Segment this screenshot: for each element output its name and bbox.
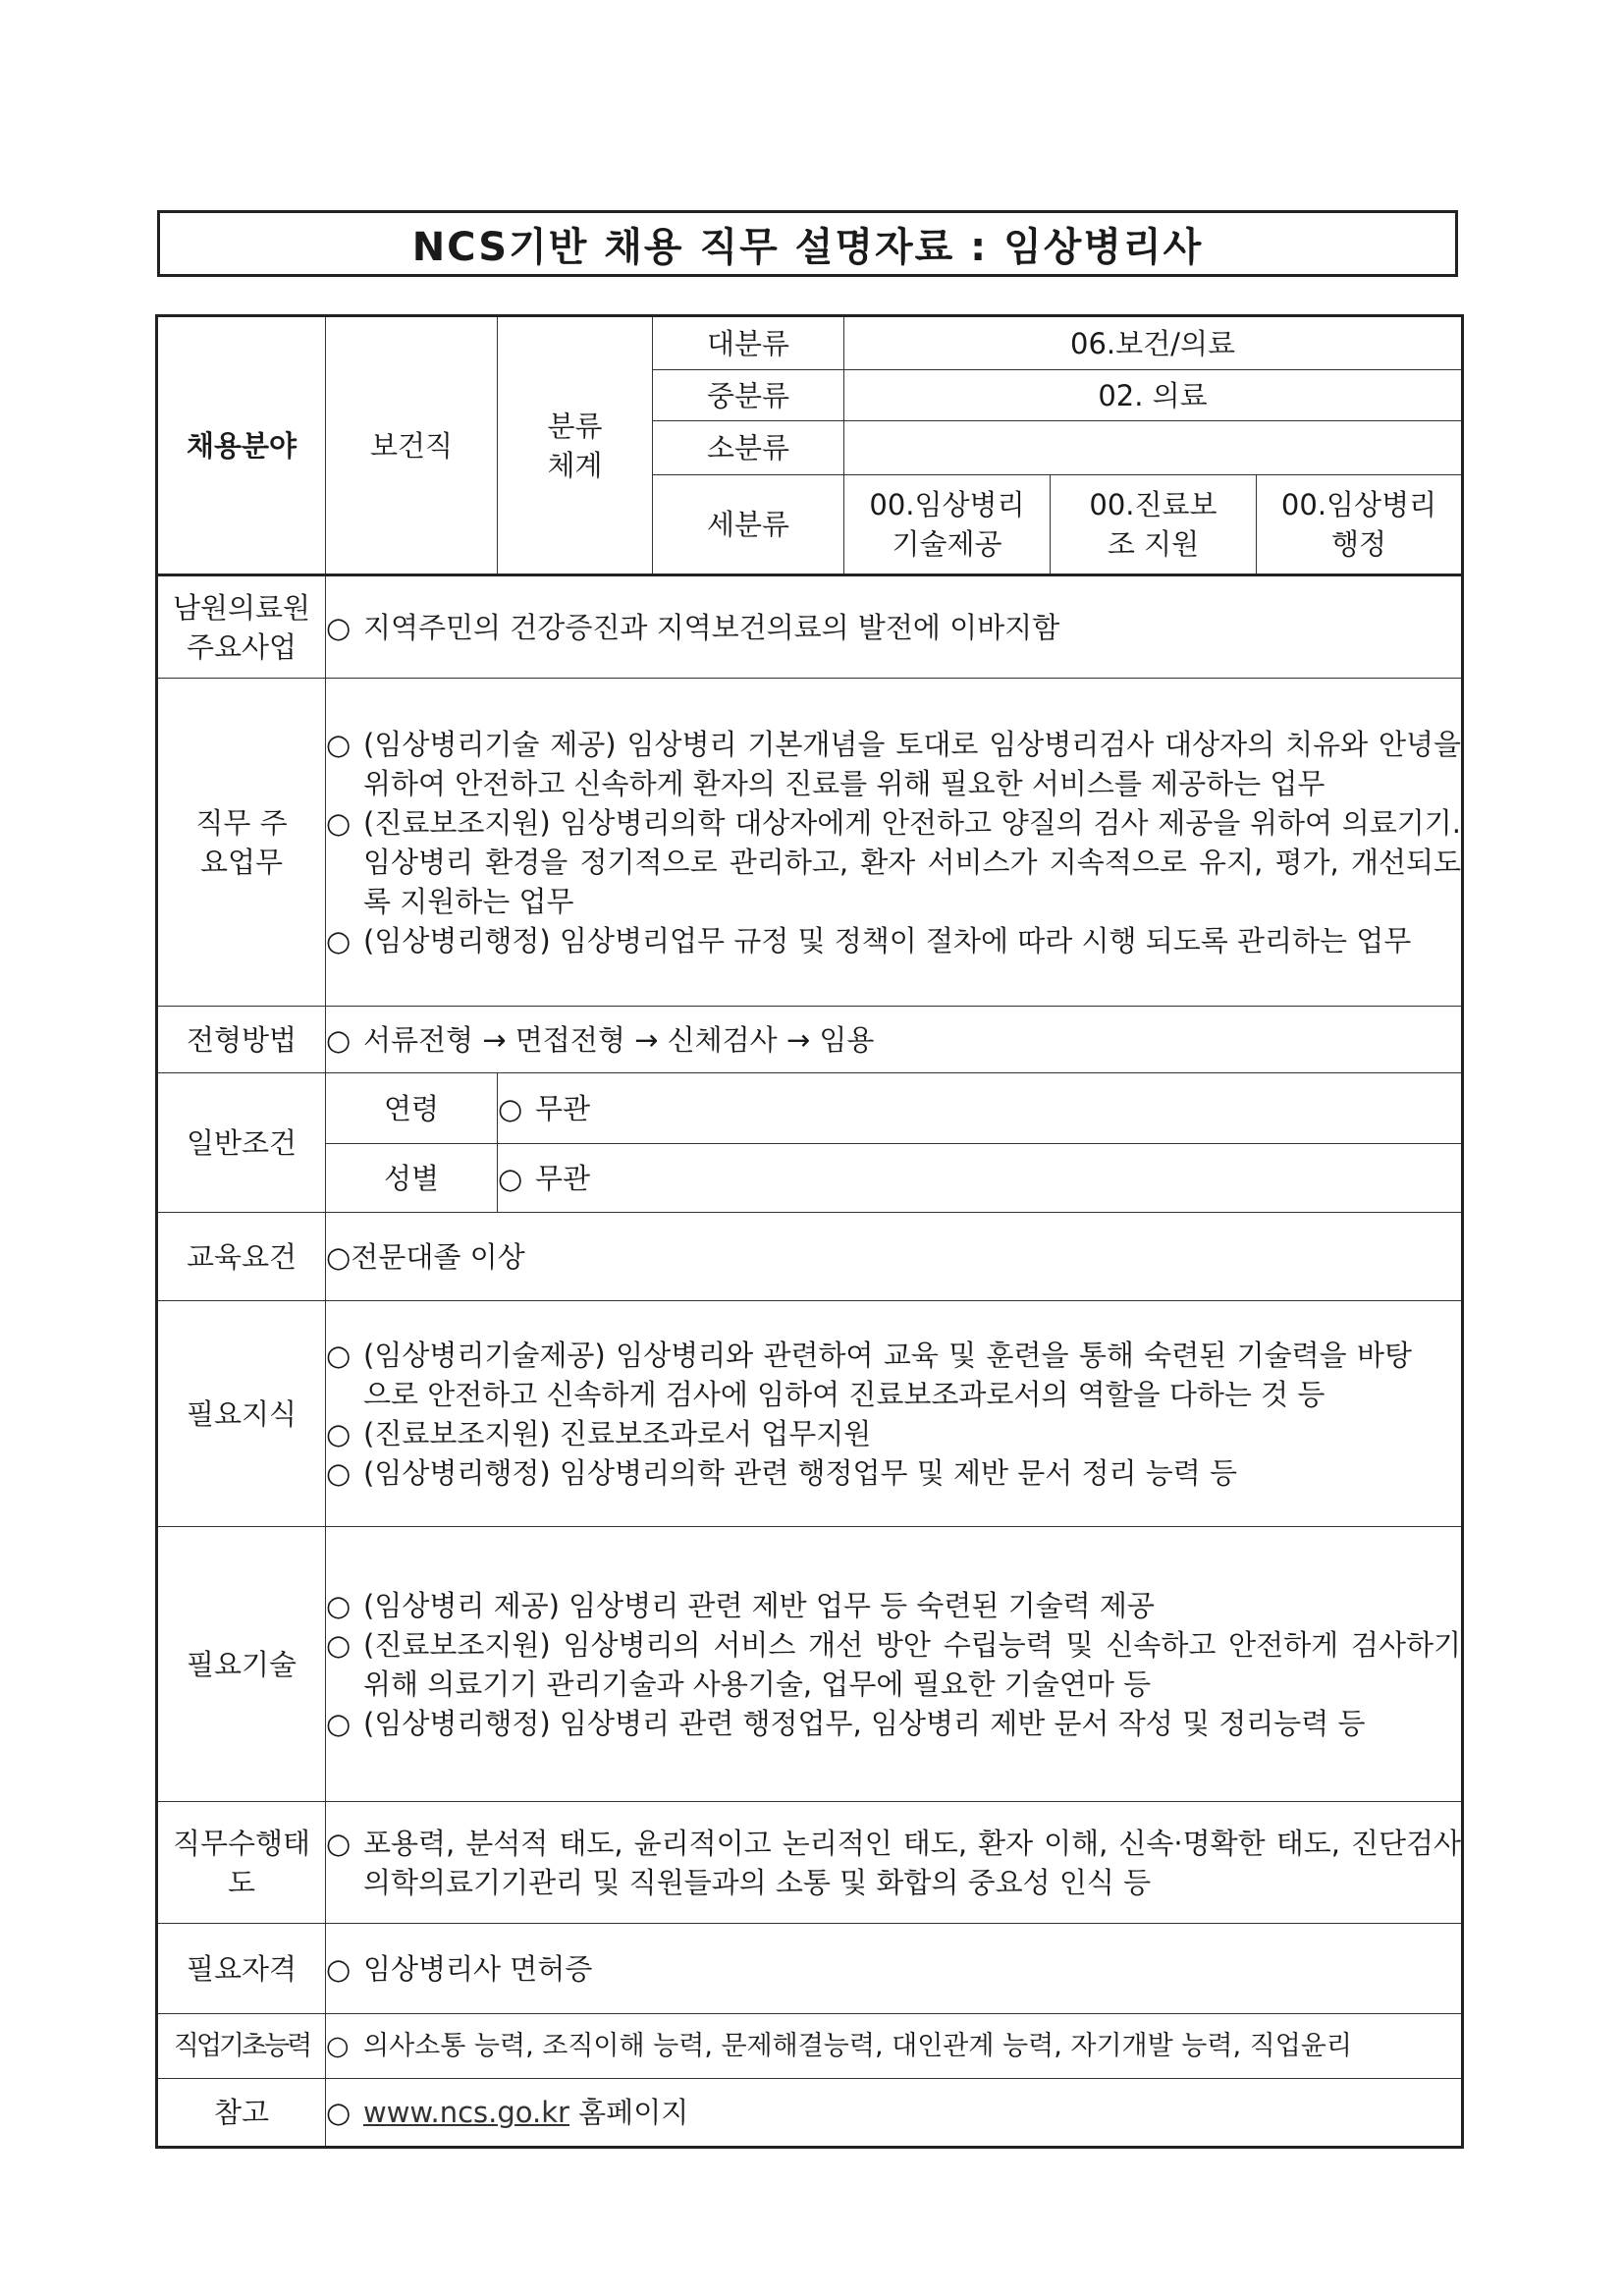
business-row — [157, 575, 1463, 679]
license-row — [157, 1924, 1463, 2014]
list-item: ○ (임상병리 제공) 임상병리 관련 제반 업무 등 숙련된 기술력 제공 — [326, 1588, 1155, 1622]
middle-value: 02. 의료 — [844, 370, 1463, 421]
process-content — [326, 1007, 1463, 1073]
age-label: 연령 — [326, 1073, 498, 1144]
reference-row — [157, 2079, 1463, 2148]
list-item: ○ (진료보조지원) 임상병리의학 대상자에게 안전하고 양질의 검사 제공을 위하여 의료기기. 임상병리 환경을 정기적으로 관리하고, 환자 서비스가 지속적으로 유지, 평가, 개선되도록 지원하는 업무 — [326, 805, 1462, 918]
duties-label: 직무 주요업무 — [157, 679, 326, 1007]
basic-label: 직업기초능력 — [157, 2014, 326, 2079]
detail-label: 세분류 — [653, 475, 844, 575]
list-item: ○ 의사소통 능력, 조직이해 능력, 문제해결능력, 대인관계 능력, 자기개발 능력, 직업윤리 — [326, 2030, 1352, 2061]
detail-value-1: 00.임상병리 기술제공 — [844, 475, 1051, 575]
duties-content — [326, 679, 1463, 1007]
license-label: 필요자격 — [157, 1924, 326, 2014]
education-row — [157, 1213, 1463, 1301]
knowledge-row — [157, 1301, 1463, 1527]
list-item: ○ (임상병리행정) 임상병리의학 관련 행정업무 및 제반 문서 정리 능력 등 — [326, 1455, 1237, 1490]
list-item: ○ (임상병리기술제공) 임상병리와 관련하여 교육 및 훈련을 통해 숙련된 기술력을 바탕으로 안전하고 신속하게 검사에 임하여 진료보조과로서의 역할을 다하는 것 등 — [326, 1338, 1413, 1411]
education-label: 교육요건 — [157, 1213, 326, 1301]
list-item: ○ (임상병리행정) 임상병리업무 규정 및 정책이 절차에 따라 시행 되도록 관리하는 업무 — [326, 923, 1412, 957]
page-title: NCS기반 채용 직무 설명자료 : 임상병리사 — [157, 210, 1458, 277]
knowledge-label: 필요지식 — [157, 1301, 326, 1527]
conditions-label: 일반조건 — [157, 1073, 326, 1213]
basic-content — [326, 2014, 1463, 2079]
age-value: 무관 — [535, 1091, 591, 1125]
list-item: ○ 포용력, 분석적 태도, 윤리적이고 논리적인 태도, 환자 이해, 신속·명확한 태도, 진단검사의학의료기기관리 및 직원들과의 소통 및 화합의 중요성 인식 등 — [326, 1826, 1462, 1899]
list-item: ○ 지역주민의 건강증진과 지역보건의료의 발전에 이바지함 — [326, 608, 1461, 647]
skills-row — [157, 1527, 1463, 1802]
list-item: ○ 임상병리사 면허증 — [326, 1951, 593, 1986]
business-content — [326, 575, 1463, 679]
ncs-link[interactable]: www.ncs.go.kr — [363, 2096, 569, 2129]
duties-row — [157, 679, 1463, 1007]
business-label: 남원의료원 주요사업 — [157, 575, 326, 679]
system-label: 분류 체계 — [498, 316, 653, 575]
attitude-label: 직무수행태도 — [157, 1802, 326, 1924]
process-label: 전형방법 — [157, 1007, 326, 1073]
list-item: ○ (임상병리행정) 임상병리 관련 행정업무, 임상병리 제반 문서 작성 및 정리능력 등 — [326, 1706, 1366, 1740]
reference-content: ○ www.ncs.go.kr 홈페이지 — [326, 2079, 1463, 2148]
bullet: ○ — [326, 610, 352, 644]
education-content: ○전문대졸 이상 — [326, 1213, 1463, 1301]
reference-suffix: 홈페이지 — [568, 2096, 689, 2129]
minor-value — [844, 421, 1463, 475]
age-content: ○ 무관 — [498, 1073, 1463, 1144]
license-content — [326, 1924, 1463, 2014]
major-value: 06.보건/의료 — [844, 316, 1463, 370]
detail-value-2: 00.진료보조 지원 — [1051, 475, 1257, 575]
detail-value-3: 00.임상병리 행정 — [1257, 475, 1463, 575]
gender-content: ○ 무관 — [498, 1144, 1463, 1213]
knowledge-content — [326, 1301, 1463, 1527]
reference-label: 참고 — [157, 2079, 326, 2148]
skills-label: 필요기술 — [157, 1527, 326, 1802]
recruit-field: 보건직 — [326, 316, 498, 575]
process-row — [157, 1007, 1463, 1073]
list-item: ○ (진료보조지원) 임상병리의 서비스 개선 방안 수립능력 및 신속하고 안전하게 검사하기 위해 의료기기 관리기술과 사용기술, 업무에 필요한 기술연마 등 — [326, 1627, 1462, 1701]
attitude-row — [157, 1802, 1463, 1924]
age-row — [157, 1073, 1463, 1144]
gender-label: 성별 — [326, 1144, 498, 1213]
basic-row — [157, 2014, 1463, 2079]
attitude-content — [326, 1802, 1463, 1924]
skills-content — [326, 1527, 1463, 1802]
middle-label: 중분류 — [653, 370, 844, 421]
minor-label: 소분류 — [653, 421, 844, 475]
list-item: ○ (진료보조지원) 진료보조과로서 업무지원 — [326, 1416, 872, 1450]
recruit-row — [157, 316, 1463, 370]
recruit-label: 채용분야 — [157, 316, 326, 575]
major-label: 대분류 — [653, 316, 844, 370]
gender-row — [157, 1144, 1463, 1213]
list-item: ○ 서류전형 → 면접전형 → 신체검사 → 임용 — [326, 1022, 875, 1057]
list-item: ○ (임상병리기술 제공) 임상병리 기본개념을 토대로 임상병리검사 대상자의 치유와 안녕을 위하여 안전하고 신속하게 환자의 진료를 위해 필요한 서비스를 제공하는 업무 — [326, 727, 1462, 800]
gender-value: 무관 — [535, 1161, 591, 1195]
job-description-table — [155, 314, 1464, 2149]
